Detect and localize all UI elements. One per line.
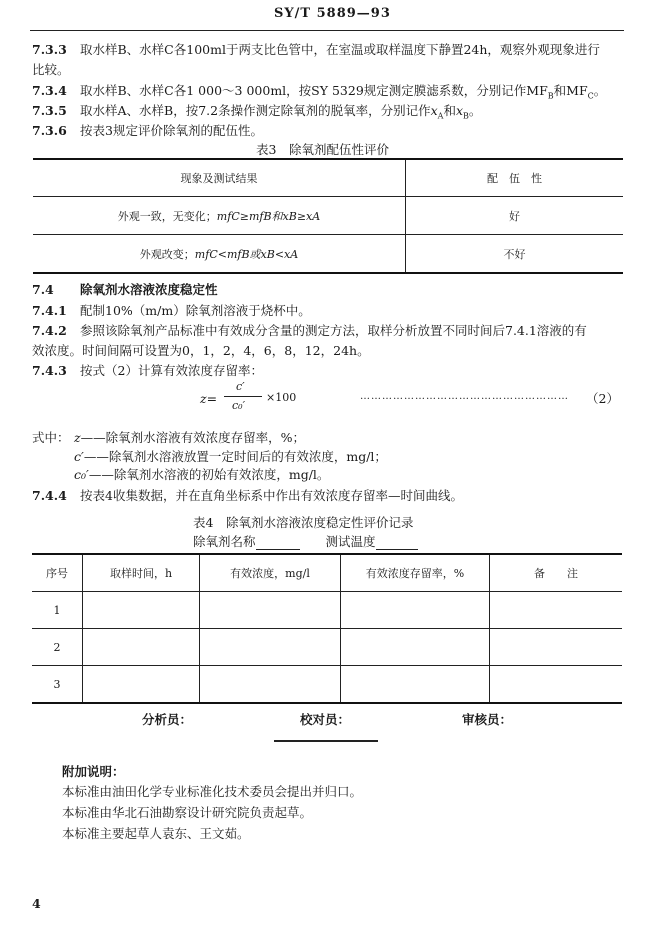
formula-numerator: c′: [236, 380, 245, 393]
appendix-line: 本标准由油田化学专业标准化技术委员会提出并归口。: [62, 784, 363, 799]
page-number: 4: [32, 896, 41, 911]
table-row: [32, 592, 622, 629]
item-7-3-6: 7.3.6 按表3规定评价除氧剂的配伍性。: [32, 123, 263, 138]
table3-result: 好: [406, 197, 624, 235]
table-row: [33, 235, 623, 274]
reviewer-label: 审核员：: [462, 712, 513, 727]
appendix-line: 本标准主要起草人袁东、王文茹。: [62, 826, 250, 841]
standard-code: SY/T 5889—93: [274, 6, 391, 21]
section-7-4: 7.4 除氧剂水溶液浓度稳定性: [32, 282, 218, 297]
table3-condition: 外观一致，无变化；mfC≥mfB和xB≥xA: [33, 197, 406, 235]
item-7-3-5: 7.3.5 取水样A、水样B，按7.2条操作测定除氧剂的脱氧率，分别记作$x_A$和$x_B$。: [32, 103, 482, 121]
where-def: z——除氧剂水溶液有效浓度存留率，%；: [74, 430, 305, 445]
where-def: c′——除氧剂水溶液放置一定时间后的有效浓度，mg/l；: [74, 449, 387, 464]
analyst-label: 分析员：: [142, 712, 193, 727]
formula-leader-dots: …………………………………………………: [360, 391, 569, 402]
header-rule: [30, 30, 624, 31]
where-lead: 式中：: [32, 430, 70, 445]
table3: [33, 158, 623, 274]
table3-caption: 表3 除氧剂配伍性评价: [256, 142, 389, 157]
fraction-bar: [224, 396, 262, 397]
table4-header: 序号: [32, 554, 83, 592]
formula-label: （2）: [586, 391, 619, 406]
table-row: [33, 197, 623, 235]
end-rule: [274, 740, 378, 742]
item-7-4-4: 7.4.4 按表4收集数据，并在直角坐标系中作出有效浓度存留率—时间曲线。: [32, 488, 463, 503]
table4: [32, 553, 622, 704]
appendix-line: 本标准由华北石油勘察设计研究院负责起草。: [62, 805, 313, 820]
table-row: [32, 666, 622, 704]
checker-label: 校对员：: [300, 712, 351, 727]
appendix-title: 附加说明：: [62, 764, 125, 779]
table4-caption: 表4 除氧剂水溶液浓度稳定性评价记录: [193, 515, 414, 530]
table4-header-row: [32, 554, 622, 592]
table4-header: 备 注: [490, 554, 623, 592]
table3-result: 不好: [406, 235, 624, 274]
table3-col2-header: 配 伍 性: [406, 159, 624, 197]
table4-header: 取样时间，h: [83, 554, 200, 592]
table4-header: 有效浓度存留率，%: [341, 554, 490, 592]
table4-subtitle: 除氧剂名称 测试温度: [193, 532, 418, 550]
table-row: [32, 629, 622, 666]
table3-condition: 外观改变；mfC<mfB或xB<xA: [33, 235, 406, 274]
table3-col1-header: 现象及测试结果: [33, 159, 406, 197]
table3-header-row: [33, 159, 623, 197]
item-7-4-2: 7.4.2 参照该除氧剂产品标准中有效成分含量的测定方法，取样分析放置不同时间后7.4.1溶液的有: [32, 323, 587, 338]
formula-times: ×100: [266, 391, 297, 404]
item-7-4-1: 7.4.1 配制10%（m/m）除氧剂溶液于烧杯中。: [32, 303, 311, 318]
item-7-3-4: 7.3.4 取水样B、水样C各1 000～3 000ml，按SY 5329规定测定膜滤系数，分别记作$MF_B$和$MF_C$。: [32, 83, 607, 101]
formula-lhs: z=: [200, 391, 218, 406]
formula-denominator: c₀′: [232, 399, 246, 412]
table4-row-number: 1: [32, 592, 83, 629]
table4-row-number: 2: [32, 629, 83, 666]
where-def: c₀′——除氧剂水溶液的初始有效浓度，mg/l。: [74, 467, 330, 482]
item-7-4-3: 7.4.3 按式（2）计算有效浓度存留率：: [32, 363, 263, 378]
item-7-3-3-cont: 比较。: [32, 62, 70, 77]
table4-row-number: 3: [32, 666, 83, 704]
table4-header: 有效浓度，mg/l: [200, 554, 341, 592]
item-7-4-2-cont: 效浓度。时间间隔可设置为0，1，2，4，6，8，12，24h。: [32, 343, 370, 358]
item-7-3-3: 7.3.3 取水样B、水样C各100ml于两支比色管中，在室温或取样温度下静置24h，观察外观现象进行: [32, 42, 600, 57]
